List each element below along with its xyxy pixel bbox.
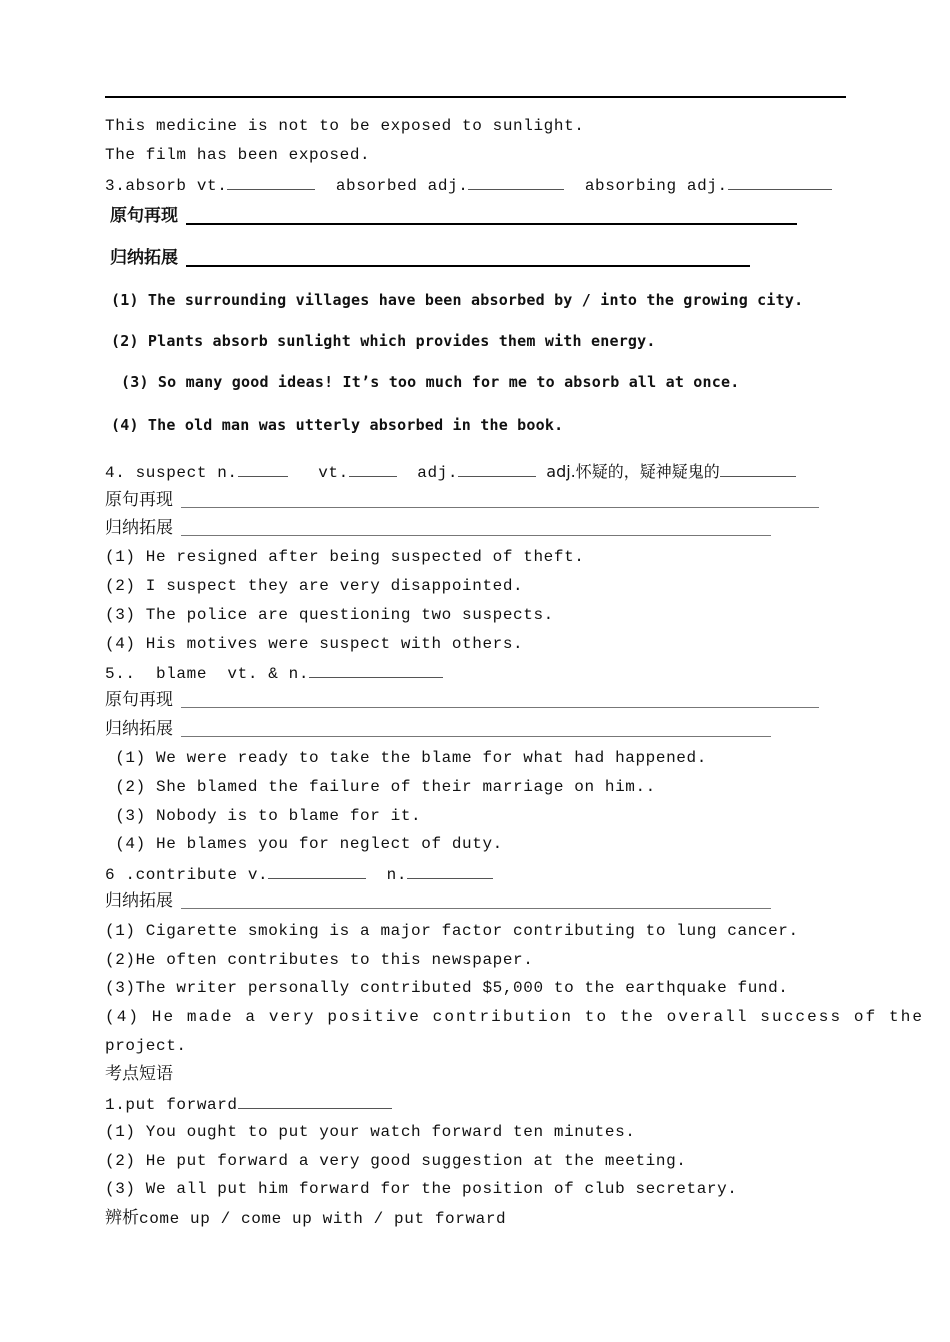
item-suspect-heading: 4. suspect n. vt. adj. adj.怀疑的，疑神疑鬼的	[105, 461, 796, 483]
answer-blank[interactable]	[349, 461, 397, 477]
answer-line[interactable]	[181, 908, 771, 909]
answer-blank[interactable]	[458, 461, 536, 477]
label-yuanju: 原句再现	[105, 690, 173, 710]
item-contribute-heading: 6 .contribute v. n.	[105, 863, 493, 885]
bianxi-line: 辨析come up / come up with / put forward	[105, 1208, 507, 1228]
answer-line[interactable]	[181, 535, 771, 536]
answer-line[interactable]	[181, 707, 819, 708]
text-line: This medicine is not to be exposed to sunlight.	[105, 117, 585, 135]
example-line: (3) Nobody is to blame for it.	[105, 807, 422, 825]
example-line: (2) She blamed the failure of their marriage on him..	[105, 778, 656, 796]
answer-blank[interactable]	[720, 461, 796, 477]
example-line: (2) I suspect they are very disappointed.	[105, 577, 524, 595]
example-line: (3) We all put him forward for the position of club secretary.	[105, 1180, 738, 1198]
answer-blank[interactable]	[468, 174, 564, 190]
example-line: (3)The writer personally contributed $5,000 to the earthquake fund.	[105, 979, 789, 997]
answer-line[interactable]	[186, 223, 797, 225]
answer-blank[interactable]	[227, 174, 315, 190]
example-line: project.	[105, 1037, 187, 1055]
section-title-key-phrases: 考点短语	[105, 1064, 173, 1084]
example-line: (4) His motives were suspect with others.	[105, 635, 524, 653]
example-line: (4) He made a very positive contribution to the overall success of the	[105, 1008, 925, 1026]
header-rule	[105, 96, 846, 98]
answer-line[interactable]	[181, 736, 771, 737]
answer-blank[interactable]	[309, 662, 443, 678]
label-yuanju: 原句再现	[105, 490, 173, 510]
answer-blank[interactable]	[407, 863, 493, 879]
example-line: (2) He put forward a very good suggestion at the meeting.	[105, 1152, 687, 1170]
example-line: (1) You ought to put your watch forward ten minutes.	[105, 1123, 636, 1141]
answer-blank[interactable]	[238, 461, 288, 477]
item-blame-heading: 5.. blame vt. & n.	[105, 662, 443, 684]
answer-blank[interactable]	[238, 1093, 392, 1109]
example-line: (1) The surrounding villages have been absorbed by / into the growing city.	[111, 291, 804, 309]
answer-line[interactable]	[186, 265, 750, 267]
example-line: (4) The old man was utterly absorbed in the book.	[111, 416, 564, 434]
example-line: (3) The police are questioning two suspects.	[105, 606, 554, 624]
example-line: (1) He resigned after being suspected of theft.	[105, 548, 585, 566]
answer-blank[interactable]	[268, 863, 366, 879]
example-line: (3) So many good ideas! It’s too much for me to absorb all at once.	[121, 373, 740, 391]
example-line: (1) We were ready to take the blame for what had happened.	[105, 749, 707, 767]
label-guina: 归纳拓展	[105, 719, 173, 739]
label-guina: 归纳拓展	[105, 518, 173, 538]
label-guina: 归纳拓展	[105, 891, 173, 911]
label-yuanju: 原句再现	[110, 206, 178, 226]
item-absorb-heading: 3.absorb vt. absorbed adj. absorbing adj.	[105, 174, 832, 196]
item-put-forward-heading: 1.put forward	[105, 1093, 392, 1115]
answer-line[interactable]	[181, 507, 819, 508]
example-line: (2)He often contributes to this newspaper.	[105, 951, 534, 969]
text-line: The film has been exposed.	[105, 146, 371, 164]
example-line: (1) Cigarette smoking is a major factor contributing to lung cancer.	[105, 922, 799, 940]
example-line: (2) Plants absorb sunlight which provides them with energy.	[111, 332, 656, 350]
label-guina: 归纳拓展	[110, 248, 178, 268]
example-line: (4) He blames you for neglect of duty.	[105, 835, 503, 853]
answer-blank[interactable]	[728, 174, 832, 190]
